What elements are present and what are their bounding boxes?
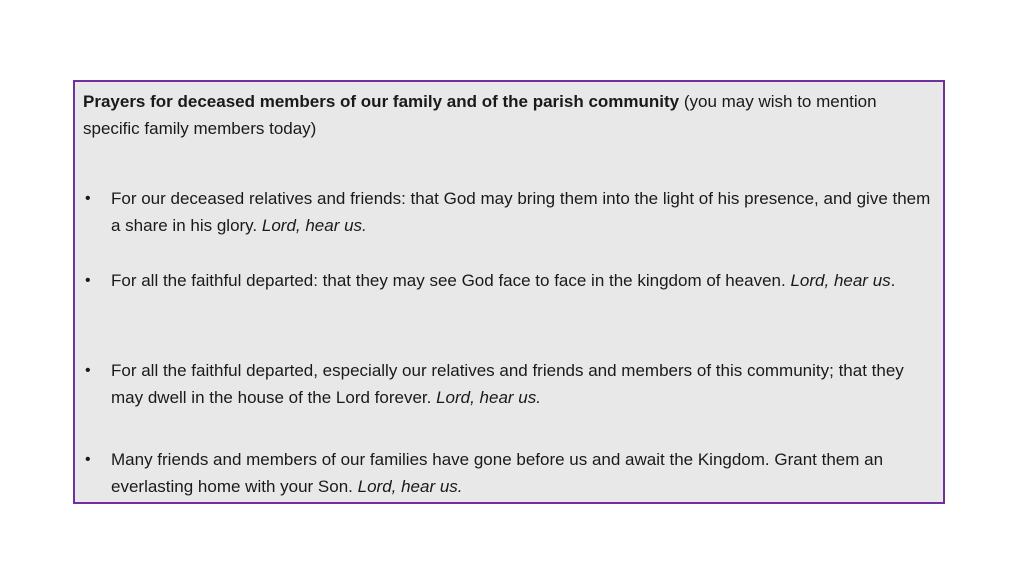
response: Lord, hear us. xyxy=(436,388,541,407)
prayer-text: For all the faithful departed, especially our relatives and friends and members of this community; that they may dwell in the house of the Lord forever. Lord, hear us. xyxy=(111,361,904,407)
response: Lord, hear us. xyxy=(357,477,463,496)
heading-note: (you may wish to mention specific family members today) xyxy=(83,92,877,138)
response: Lord, hear us xyxy=(790,271,891,290)
prayer-text: For our deceased relatives and friends: that God may bring them into the light of his presence, and give them a share in his glory. Lord, hear us. xyxy=(111,189,931,235)
prayer-heading xyxy=(83,88,933,142)
bullet-icon: • xyxy=(85,362,91,379)
response: Lord, hear us. xyxy=(261,216,367,235)
bullet-icon: • xyxy=(85,272,91,289)
prayer-box xyxy=(73,80,945,504)
bullet-icon: • xyxy=(85,451,91,468)
prayer-text: For all the faithful departed: that they may see God face to face in the kingdom of heaven. Lord, hear us. xyxy=(111,271,896,290)
prayer-text: Many friends and members of our families have gone before us and await the Kingdom. Grant them an everlasting home with your Son. Lord, hear us. xyxy=(111,450,884,496)
heading-bold: Prayers for deceased members of our family and of the parish community xyxy=(83,92,680,111)
bullet-icon: • xyxy=(85,190,91,207)
